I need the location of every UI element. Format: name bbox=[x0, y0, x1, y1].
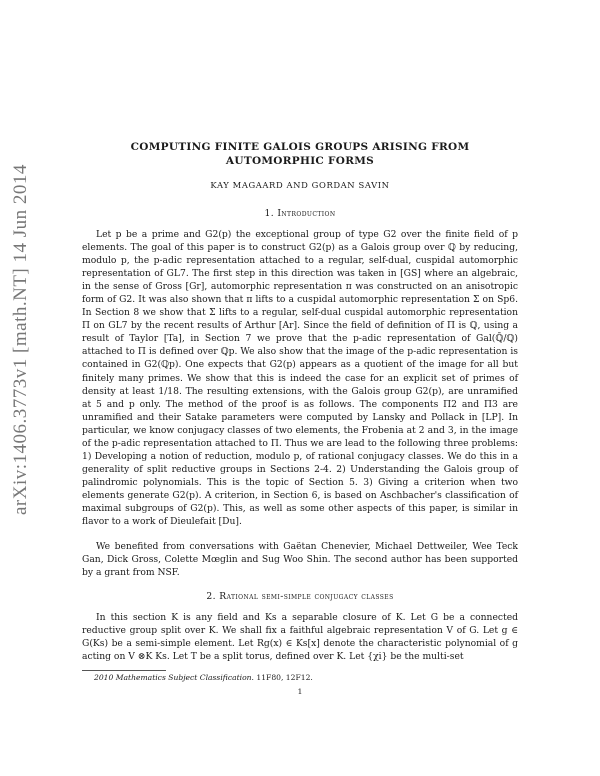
footnote-rule bbox=[82, 670, 166, 671]
footnote-label: 2010 Mathematics Subject Classification. bbox=[94, 673, 254, 683]
paper-title-line-1: COMPUTING FINITE GALOIS GROUPS ARISING FROM bbox=[130, 141, 470, 153]
section-2-heading: 2. Rational semi-simple conjugacy classes bbox=[206, 591, 394, 603]
footnote bbox=[82, 673, 518, 683]
section-1-heading: 1. Introduction bbox=[264, 208, 336, 219]
acknowledgement-paragraph: We benefited from conversations with Gaëtan Chenevier, Michael Dettweiler, Wee Teck Gan, Dick Gross, Colette Mœglin and Sug Woo Shin. The second author has been supported by a grant from NSF. bbox=[82, 541, 518, 579]
introduction-paragraph: Let p be a prime and G2(p) the exceptional group of type G2 over the finite field of p elements. The goal of this paper is to construct G2(p) as a Galois group over ℚ by reducing, modulo p, the p-adic representation attached to a regular, self-dual, cuspidal automorphic representation of GL7. The first step in this direction was taken in [GS] where an algebraic, in the sense of Gross [Gr], automorphic representation π was constructed on an anisotropic form of G2. It was also shown that π lifts to a cuspidal automorphic representation Σ on Sp6. In Section 8 we show that Σ lifts to a regular, self-dual cuspidal automorphic representation Π on GL7 by the recent results of Arthur [Ar]. Since the field of definition of Π is ℚ, using a result of Taylor [Ta], in Section 7 we prove that the p-adic representation of Gal(ℚ̄/ℚ) attached to Π is defined over ℚp. We also show that the image of the p-adic representation is contained in G2(ℚp). One expects that G2(p) appears as a quotient of the image for all but finitely many primes. We show that this is indeed the case for an explicit set of primes of density at least 1/18. The resulting extensions, with the Galois group G2(p), are unramified at 5 and p only. The method of the proof is as follows. The components Π2 and Π3 are unramified and their Satake parameters were computed by Lansky and Pollack in [LP]. In particular, we know conjugacy classes of two elements, the Frobenia at 2 and 3, in the image of the p-adic representation attached to Π. Thus we are lead to the following three problems: 1) Developing a notion of reduction, modulo p, of rational conjugacy classes. We do this in a generality of split reductive groups in Sections 2-4. 2) Understanding the Galois group of palindromic polynomials. This is the topic of Section 5. 3) Giving a criterion when two elements generate G2(p). A criterion, in Section 6, is based on Aschbacher's classification of maximal subgroups of G2(p). This, as well as some other aspects of this paper, is similar in flavor to a work of Dieulefait [Du]. bbox=[82, 229, 518, 528]
page-number: 1 bbox=[297, 687, 303, 697]
section-2-paragraph: In this section K is any field and Ks a separable closure of K. Let G be a connected reductive group split over K. We shall fix a faithful algebraic representation V of G. Let g ∈ G(Ks) be a semi-simple element. Let Rg(x) ∈ Ks[x] denote the characteristic polynomial of g acting on V ⊗K Ks. Let T be a split torus, defined over K. Let {χi} be the multi-set bbox=[82, 612, 518, 663]
arxiv-identifier: arXiv:1406.3773v1 [math.NT] 14 Jun 2014 bbox=[10, 164, 31, 516]
paper-authors: KAY MAGAARD AND GORDAN SAVIN bbox=[210, 180, 390, 190]
paper-page bbox=[82, 140, 518, 696]
footnote-text: 11F80, 12F12. bbox=[253, 673, 313, 683]
paper-title bbox=[82, 140, 518, 168]
paper-title-line-2: AUTOMORPHIC FORMS bbox=[225, 155, 375, 167]
